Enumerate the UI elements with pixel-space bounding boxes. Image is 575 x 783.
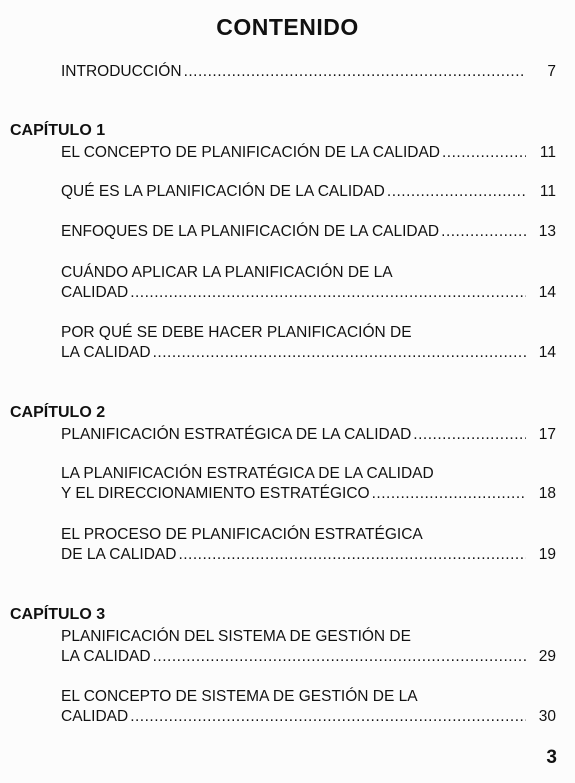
toc-line [61,464,556,484]
toc-entry-page: 30 [538,708,556,725]
toc-entry-page: 18 [538,485,556,502]
dot-leader [372,484,526,504]
toc-entry-text: POR QUÉ SE DEBE HACER PLANIFICACIÓN DE [61,324,412,341]
toc-entry-text: Y EL DIRECCIONAMIENTO ESTRATÉGICO [61,485,370,502]
toc-entry-text: CUÁNDO APLICAR LA PLANIFICACIÓN DE LA [61,264,393,281]
toc-entry-introduction[interactable] [61,62,556,82]
dot-leader [387,182,526,202]
toc-entry-page: 13 [538,223,556,240]
toc-entry-text: EL PROCESO DE PLANIFICACIÓN ESTRATÉGICA [61,526,423,543]
toc-entry-text: ENFOQUES DE LA PLANIFICACIÓN DE LA CALIDAD [61,223,440,240]
toc-entry[interactable] [61,263,556,303]
dot-leader [184,62,526,82]
toc-line [61,545,556,565]
dot-leader [413,425,526,445]
toc-entry-text: INTRODUCCIÓN [61,63,182,80]
chapter-heading-2: CAPÍTULO 2 [10,404,106,421]
toc-line [61,283,556,303]
toc-entry-text: EL CONCEPTO DE PLANIFICACIÓN DE LA CALIDAD [61,144,440,161]
chapter-heading-3: CAPÍTULO 3 [10,606,106,623]
toc-entry-text: QUÉ ES LA PLANIFICACIÓN DE LA CALIDAD [61,183,385,200]
toc-entry[interactable] [61,525,556,565]
toc-entry-page: 17 [538,426,556,443]
dot-leader [153,647,526,667]
toc-entry-text: EL CONCEPTO DE SISTEMA DE GESTIÓN DE LA [61,688,418,705]
toc-entry-text: PLANIFICACIÓN DEL SISTEMA DE GESTIÓN DE [61,628,411,645]
toc-entry-text: CALIDAD [61,284,129,301]
toc-entry-text: LA CALIDAD [61,344,151,361]
toc-entry[interactable] [61,323,556,363]
dot-leader [442,143,526,163]
toc-entry-text: LA CALIDAD [61,648,151,665]
toc-line [61,627,556,647]
toc-entry-page: 29 [538,648,556,665]
toc-entry-text: CALIDAD [61,708,129,725]
toc-entry[interactable] [61,464,556,504]
toc-entry-page: 11 [539,144,556,161]
dot-leader [441,222,526,242]
toc-entry-text: DE LA CALIDAD [61,546,177,563]
toc-entry-text: LA PLANIFICACIÓN ESTRATÉGICA DE LA CALIDAD [61,465,434,482]
toc-line [61,425,556,445]
toc-entry-page: 14 [538,284,556,301]
toc-entry[interactable] [61,222,556,242]
dot-leader [130,283,526,303]
toc-line [61,263,556,283]
toc-line [61,687,556,707]
toc-entry-page: 14 [538,344,556,361]
toc-line [61,62,556,82]
toc-entry-text: PLANIFICACIÓN ESTRATÉGICA DE LA CALIDAD [61,426,412,443]
toc-entry-page: 7 [547,63,556,80]
dot-leader [178,545,526,565]
toc-entry[interactable] [61,687,556,727]
toc-entry[interactable] [61,425,556,445]
chapter-heading-1: CAPÍTULO 1 [10,122,106,139]
page-number: 3 [546,747,557,768]
toc-entry[interactable] [61,182,556,202]
toc-line [61,182,556,202]
toc-entry-page: 19 [538,546,556,563]
toc-line [61,143,556,163]
toc-entry-page: 11 [539,183,556,200]
toc-line [61,484,556,504]
toc-entry[interactable] [61,627,556,667]
toc-entry[interactable] [61,143,556,163]
toc-line [61,647,556,667]
toc-line [61,707,556,727]
dot-leader [130,707,526,727]
toc-line [61,222,556,242]
toc-line [61,343,556,363]
page-title: CONTENIDO [216,14,359,40]
toc-line [61,525,556,545]
toc-line [61,323,556,343]
dot-leader [153,343,526,363]
